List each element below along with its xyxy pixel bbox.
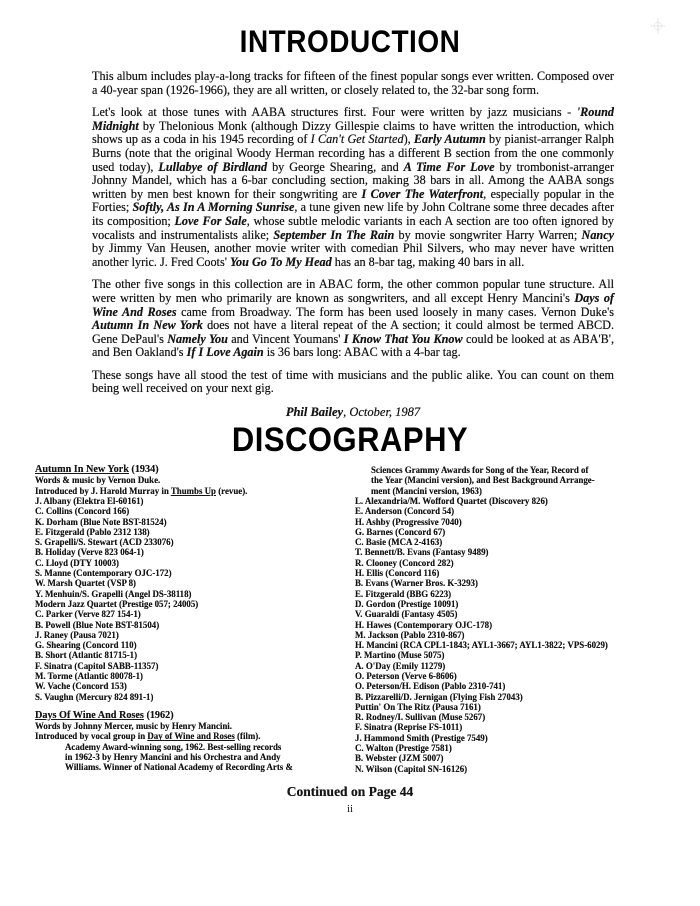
record-entry: V. Guaraldi (Fantasy 4505)	[355, 609, 458, 620]
note-line: ment (Mancini version, 1963)	[371, 485, 482, 496]
record-entry: C. Lloyd (DTY 10003)	[35, 557, 119, 568]
discography-section	[35, 711, 355, 773]
record-entry: K. Dorham (Blue Note BST-81524)	[35, 516, 167, 527]
text-segment: by trombonist-arranger Johnny Mandel, which has a 6-bar concluding section, making 38 bars in all. Among the AABA songs written by men best known for their songwriting are	[92, 159, 615, 201]
discography-right-column	[355, 465, 690, 783]
note-line: Sciences Grammy Awards for Song of the Year, Record of	[371, 465, 589, 476]
record-entry: P. Martino (Muse 5075)	[355, 650, 445, 661]
record-entry: H. Ashby (Progressive 7040)	[355, 516, 462, 527]
continued-note: Continued on Page 44	[286, 783, 414, 799]
text-segment: could be looked at as ABA'B', and Ben Oakland's	[92, 331, 615, 360]
record-entry: F. Sinatra (Reprise FS-1011)	[355, 722, 463, 733]
note-line: the Year (Mancini version), and Best Background Arrange-	[371, 475, 595, 486]
text-segment: I Can't Get Started	[310, 132, 404, 147]
record-entry: L. Alexandria/M. Wofford Quartet (Discovery 826)	[355, 495, 548, 506]
text-segment: Introduced by J. Harold Murray in	[35, 485, 171, 496]
text-segment: does not have a literal repeat of the A section; it could almost be termed ABCD. Gene DePaul's	[92, 318, 614, 346]
record-entry: R. Clooney (Concord 282)	[355, 557, 454, 568]
text-segment: by Thelonious Monk (although Dizzy Gillespie claims to have written the introduction, which shows up as a coda in his 1945 recording of	[92, 118, 614, 147]
text-segment: ),	[403, 132, 414, 147]
text-segment: Phil Bailey	[285, 405, 344, 420]
record-entry: B. Holiday (Verve 823 064-1)	[35, 547, 144, 558]
text-segment: (revue).	[216, 485, 248, 496]
record-entry: O. Peterson (Verve 6-8606)	[355, 671, 457, 681]
text-segment: You Go To My Head	[229, 254, 332, 269]
text-segment: , October, 1987	[343, 405, 421, 420]
text-segment: Words & music by Vernon Duke.	[35, 475, 161, 486]
record-entry: G. Shearing (Concord 110)	[35, 640, 137, 651]
text-segment: Thumbs Up	[170, 485, 216, 496]
text-segment: Love For Sale	[174, 213, 247, 228]
record-entry: H. Ellis (Concord 116)	[355, 568, 440, 579]
record-entry: H. Hawes (Contemporary OJC-178)	[355, 619, 493, 630]
text-segment: Let's look at those tunes with AABA structures first. Four were written by jazz musicians -	[92, 105, 577, 120]
record-entry: G. Barnes (Concord 67)	[355, 526, 446, 537]
note-line: Academy Award-winning song, 1962. Best-selling records	[65, 741, 282, 752]
song-title: Days Of Wine And Roses	[35, 709, 144, 721]
record-entry: M. Jackson (Pablo 2310-867)	[355, 629, 465, 640]
paragraph	[92, 369, 614, 396]
text-segment: Namely You	[167, 331, 228, 346]
page-number: ii	[346, 802, 354, 815]
record-entry: E. Fitzgerald (Pablo 2312 138)	[35, 526, 150, 537]
text-segment: , especially popular in the Forties;	[92, 186, 615, 215]
text-segment: This album includes play-a-long tracks for fifteen of the finest popular songs ever written. Composed over a 40-year span (1926-1966), they are all written, or closely related to, the 32-bar song form.	[92, 69, 614, 97]
text-segment: Introduced by vocal group in	[35, 731, 148, 742]
text-segment: Words by Johnny Mercer, music by Henry Mancini.	[35, 721, 232, 732]
record-entry: B. Pizzarelli/D. Jernigan (Flying Fish 27043)	[355, 691, 523, 702]
credit-line	[35, 721, 355, 731]
text-segment: by Jimmy Van Heusen, another movie writer with comedian Phil Silvers, who may never have written another lyric. J. Fred Coots'	[92, 241, 614, 269]
record-entry: S. Manne (Contemporary OJC-172)	[35, 568, 172, 579]
paragraph	[92, 278, 614, 360]
text-segment: by George Shearing, and	[267, 159, 404, 174]
paragraph	[92, 70, 614, 97]
text-segment: is 36 bars long: ABAC with a 4-bar tag.	[263, 345, 461, 360]
discography-columns	[35, 465, 690, 783]
record-entry: N. Wilson (Capitol SN-16126)	[355, 763, 468, 774]
text-segment: The other five songs in this collection are in ABAC form, the other common popular tune structure. All were written by men who primarily are known as songwriters, and all except Henry Mancini's	[92, 277, 614, 305]
text-segment: Lullabye of Birdland	[158, 159, 268, 174]
song-heading	[35, 465, 355, 475]
text-segment: came from Broadway. The form has been used loosely in many cases. Vernon Duke's	[176, 304, 615, 319]
record-entry: J. Albany (Elektra El-60161)	[35, 495, 144, 506]
record-entry: W. Marsh Quartet (VSP 8)	[35, 578, 136, 589]
record-entry: C. Collins (Concord 166)	[35, 506, 130, 517]
text-segment: Early Autumn	[413, 132, 486, 147]
record-entry: E. Anderson (Concord 54)	[355, 506, 455, 517]
record-entry: R. Rodney/I. Sullivan (Muse 5267)	[355, 712, 486, 723]
discography-left-column	[35, 465, 355, 782]
record-entry: E. Fitzgerald (BBG 6223)	[355, 588, 452, 599]
text-segment: 'Round Midnight	[92, 105, 614, 133]
discography-section	[35, 465, 355, 702]
credit-line	[35, 475, 355, 485]
text-segment: September In The Rain	[273, 227, 395, 242]
award-notes	[355, 465, 690, 496]
song-title: Autumn In New York	[35, 464, 129, 476]
text-segment: Day of Wine and Roses	[147, 731, 235, 742]
text-segment: and Vincent Youmans'	[227, 331, 344, 346]
record-entry: S. Grapelli/S. Stewart (ACD 233076)	[35, 537, 174, 548]
song-year: (1962)	[143, 709, 174, 721]
record-entry: J. Hammond Smith (Prestige 7549)	[355, 732, 488, 743]
text-segment: Days of Wine And Roses	[92, 290, 614, 319]
text-segment: , a tune given new life by John Coltrane some three decades after its composition;	[92, 200, 614, 228]
record-entry: B. Webster (JZM 5007)	[355, 753, 444, 764]
text-segment: A Time For Love	[403, 159, 495, 174]
record-entry: A. O'Day (Emily 11279)	[355, 660, 446, 671]
record-entry: Puttin' On The Ritz (Pausa 7161)	[355, 701, 481, 712]
introduction-title: INTRODUCTION	[239, 24, 461, 59]
paragraph	[92, 106, 614, 269]
record-entry: C. Basie (MCA 2-4163)	[355, 537, 443, 548]
record-entry: H. Mancini (RCA CPL1-1843; AYL1-3667; AYL1-3822; VPS-6029)	[355, 640, 608, 651]
record-entry: J. Raney (Pausa 7021)	[35, 629, 119, 640]
text-segment: Softly, As In A Morning Sunrise	[132, 200, 295, 215]
note-line: in 1962-3 by Henry Mancini and his Orchestra and Andy	[65, 752, 281, 763]
text-segment: Nancy	[581, 227, 615, 242]
record-entry: D. Gordon (Prestige 10091)	[355, 598, 459, 609]
text-segment: I Know That You Know	[343, 331, 463, 346]
record-entry: M. Torme (Atlantic 80078-1)	[35, 671, 143, 681]
text-segment: by pianist-arranger Ralph Burns (note that the original Woody Herman recording has a different B section from the one commonly used today),	[92, 132, 615, 174]
text-segment: If I Love Again	[186, 345, 264, 360]
record-entry: T. Bennett/B. Evans (Fantasy 9489)	[355, 547, 489, 558]
record-entry: C. Parker (Verve 827 154-1)	[35, 609, 141, 620]
song-heading	[35, 711, 355, 721]
record-entry: B. Evans (Warner Bros. K-3293)	[355, 578, 478, 589]
record-entry: Modern Jazz Quartet (Prestige 057; 24005)	[35, 598, 199, 609]
discography-title: DISCOGRAPHY	[231, 419, 469, 460]
record-entry: S. Vaughn (Mercury 824 891-1)	[35, 691, 154, 702]
record-entry: B. Short (Atlantic 81715-1)	[35, 650, 138, 661]
text-segment: by movie songwriter Harry Warren;	[394, 227, 582, 242]
record-entry: F. Sinatra (Capitol SABB-11357)	[35, 660, 159, 671]
text-segment: I Cover The Waterfront	[361, 186, 484, 201]
discography-section	[355, 465, 690, 774]
credit-line	[35, 486, 355, 496]
record-entry: Y. Menhuin/S. Grapelli (Angel DS-38118)	[35, 588, 192, 599]
introduction-body	[92, 70, 614, 396]
record-entry: W. Vache (Concord 153)	[35, 681, 127, 692]
text-segment: These songs have all stood the test of time with musicians and the public alike. You can count on them being well received on your next gig.	[92, 367, 614, 396]
author-signature	[92, 405, 614, 420]
record-entry: O. Peterson/H. Edison (Pablo 2310-741)	[355, 681, 506, 692]
award-notes	[35, 742, 355, 773]
note-line: Williams. Winner of National Academy of Recording Arts &	[65, 762, 293, 773]
text-segment: has an 8-bar tag, making 40 bars in all.	[331, 254, 525, 269]
text-segment: (film).	[234, 731, 261, 742]
record-entry: C. Walton (Prestige 7581)	[355, 743, 452, 754]
text-segment: , whose subtle melodic variants in each A section are too often ignored by vocalists and instrumentalists alike;	[92, 213, 615, 242]
credit-line	[35, 731, 355, 741]
song-year: (1934)	[128, 464, 159, 476]
text-segment: Autumn In New York	[92, 318, 203, 333]
record-entry: B. Powell (Blue Note BST-81504)	[35, 619, 160, 630]
